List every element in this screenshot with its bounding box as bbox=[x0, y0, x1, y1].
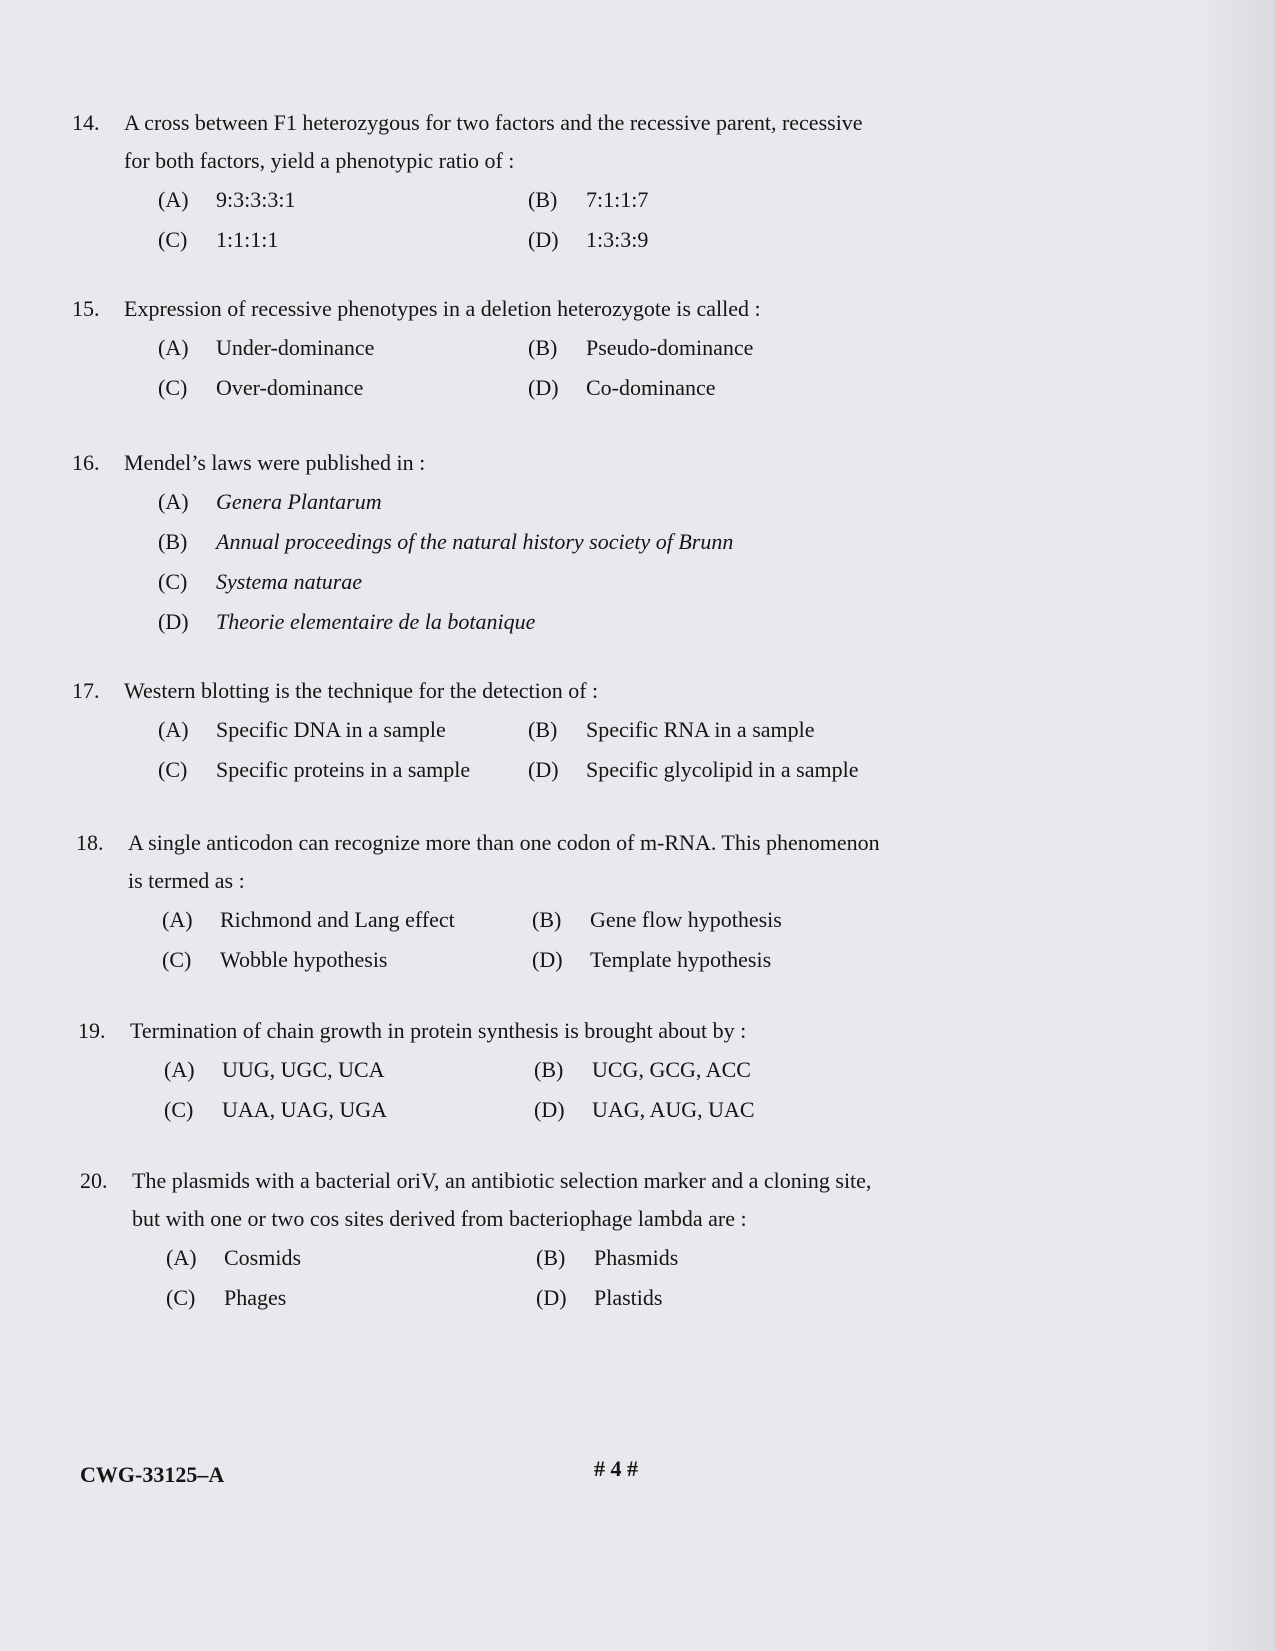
paper-code: CWG-33125–A bbox=[80, 1462, 225, 1487]
question-number: 15. bbox=[72, 296, 100, 321]
option-a[interactable]: (A) Cosmids bbox=[166, 1245, 302, 1270]
question-text: Western blotting is the technique for the detection of : bbox=[124, 678, 599, 703]
option-d[interactable]: (D) Template hypothesis bbox=[532, 947, 772, 972]
option-b[interactable]: (B) 7:1:1:7 bbox=[528, 187, 649, 212]
question-text: Mendel’s laws were published in : bbox=[124, 450, 426, 475]
option-a[interactable]: (A) Richmond and Lang effect bbox=[162, 907, 455, 932]
option-b[interactable]: (B) UCG, GCG, ACC bbox=[534, 1057, 751, 1082]
option-c[interactable]: (C) 1:1:1:1 bbox=[158, 227, 279, 252]
option-c[interactable]: (C) Specific proteins in a sample bbox=[158, 757, 471, 782]
option-a[interactable]: (A) Under-dominance bbox=[158, 335, 375, 360]
page-edge-shadow bbox=[1195, 0, 1275, 1651]
option-a[interactable]: (A) Genera Plantarum bbox=[158, 489, 382, 514]
question-text: The plasmids with a bacterial oriV, an antibiotic selection marker and a cloning site, but with one or two cos sites derived from bacteriophage lambda are : bbox=[132, 1168, 872, 1231]
question-number: 14. bbox=[72, 110, 100, 135]
options bbox=[162, 900, 948, 980]
option-a[interactable]: (A) Specific DNA in a sample bbox=[158, 717, 446, 742]
option-b[interactable]: (B) Gene flow hypothesis bbox=[532, 907, 782, 932]
option-c[interactable]: (C) UAA, UAG, UGA bbox=[164, 1097, 387, 1122]
question-20 bbox=[80, 1162, 952, 1318]
option-b[interactable]: (B) Phasmids bbox=[536, 1245, 679, 1270]
option-d[interactable]: (D) 1:3:3:9 bbox=[528, 227, 649, 252]
question-number: 20. bbox=[80, 1168, 108, 1193]
question-text: Termination of chain growth in protein synthesis is brought about by : bbox=[130, 1018, 747, 1043]
option-d[interactable]: (D) Plastids bbox=[536, 1285, 663, 1310]
option-d[interactable]: (D) Specific glycolipid in a sample bbox=[528, 757, 859, 782]
option-c[interactable]: (C) Wobble hypothesis bbox=[162, 947, 388, 972]
question-14 bbox=[72, 104, 944, 260]
question-number: 18. bbox=[76, 830, 104, 855]
question-17 bbox=[72, 672, 944, 790]
question-text: A single anticodon can recognize more than one codon of m-RNA. This phenomenon is termed as : bbox=[128, 830, 880, 893]
option-d[interactable]: (D) UAG, AUG, UAC bbox=[534, 1097, 755, 1122]
option-a[interactable]: (A) 9:3:3:3:1 bbox=[158, 187, 296, 212]
page-number: # 4 # bbox=[594, 1456, 638, 1481]
option-b[interactable]: (B) Annual proceedings of the natural history society of Brunn bbox=[158, 529, 734, 554]
options bbox=[158, 180, 944, 260]
question-18 bbox=[76, 824, 948, 980]
options bbox=[158, 710, 944, 790]
question-number: 19. bbox=[78, 1018, 106, 1043]
option-b[interactable]: (B) Pseudo-dominance bbox=[528, 335, 754, 360]
option-d[interactable]: (D) Theorie elementaire de la botanique bbox=[158, 609, 536, 634]
options bbox=[158, 482, 958, 642]
options bbox=[166, 1238, 952, 1318]
option-a[interactable]: (A) UUG, UGC, UCA bbox=[164, 1057, 385, 1082]
option-c[interactable]: (C) Systema naturae bbox=[158, 569, 363, 594]
options bbox=[158, 328, 944, 408]
question-15 bbox=[72, 290, 944, 408]
question-text: Expression of recessive phenotypes in a deletion heterozygote is called : bbox=[124, 296, 761, 321]
option-d[interactable]: (D) Co-dominance bbox=[528, 375, 716, 400]
question-19 bbox=[78, 1012, 950, 1130]
options bbox=[164, 1050, 950, 1130]
option-c[interactable]: (C) Phages bbox=[166, 1285, 287, 1310]
question-16 bbox=[72, 444, 958, 642]
question-text: A cross between F1 heterozygous for two factors and the recessive parent, recessive for both factors, yield a phenotypic ratio of : bbox=[124, 110, 863, 173]
option-c[interactable]: (C) Over-dominance bbox=[158, 375, 364, 400]
question-number: 16. bbox=[72, 450, 100, 475]
question-number: 17. bbox=[72, 678, 100, 703]
option-b[interactable]: (B) Specific RNA in a sample bbox=[528, 717, 815, 742]
